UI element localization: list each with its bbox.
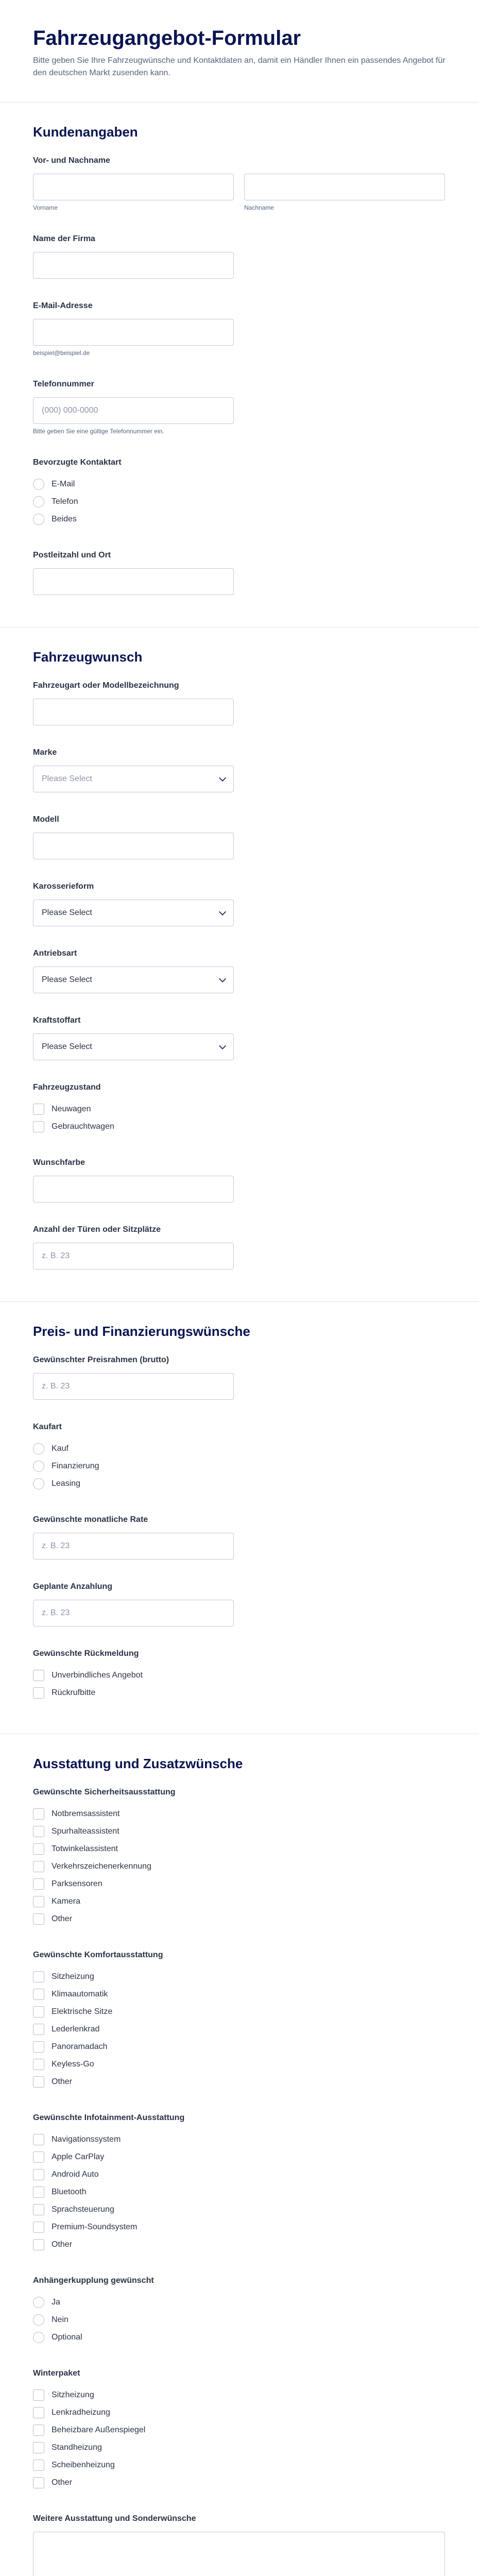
option-label: Panoramadach xyxy=(52,2042,108,2051)
field-hitch xyxy=(33,2275,446,2346)
option-label: Sitzheizung xyxy=(52,2391,94,2399)
checkbox[interactable] xyxy=(33,2059,44,2070)
option-label: Notbremsassistent xyxy=(52,1809,120,1818)
safety-option[interactable] xyxy=(33,1858,446,1875)
hitch-option[interactable] xyxy=(33,2294,446,2311)
field-drive xyxy=(33,948,446,993)
section-vehicle xyxy=(0,628,479,1302)
field-company xyxy=(33,233,446,279)
field-rate xyxy=(33,1514,446,1560)
section-equipment xyxy=(0,1734,479,2576)
label-rate: Gewünschte monatliche Rate xyxy=(33,1515,148,1524)
field-zip xyxy=(33,550,446,595)
section-title-vehicle: Fahrzeugwunsch xyxy=(33,649,143,665)
label-phone: Telefonnummer xyxy=(33,380,94,388)
infotainment-option[interactable] xyxy=(33,2166,446,2183)
option-label: Neuwagen xyxy=(52,1105,91,1113)
checkbox[interactable] xyxy=(33,1913,44,1925)
hitch-option[interactable] xyxy=(33,2329,446,2346)
field-comfort xyxy=(33,1950,446,2091)
select-value: Please Select xyxy=(42,975,92,984)
checkbox[interactable] xyxy=(33,2204,44,2215)
last-name-sublabel: Nachname xyxy=(244,204,275,211)
winter-option[interactable] xyxy=(33,2456,446,2474)
field-model xyxy=(33,814,446,859)
label-purchase: Kaufart xyxy=(33,1422,62,1431)
infotainment-option[interactable] xyxy=(33,2218,446,2236)
form-header xyxy=(0,0,479,103)
checkbox[interactable] xyxy=(33,1971,44,1982)
infotainment-option[interactable] xyxy=(33,2183,446,2201)
checkbox[interactable] xyxy=(33,2239,44,2250)
checkbox[interactable] xyxy=(33,1808,44,1820)
winter-option[interactable] xyxy=(33,2421,446,2439)
section-customer xyxy=(0,103,479,628)
option-label: Sitzheizung xyxy=(52,1972,94,1981)
option-label: Beides xyxy=(52,515,77,523)
safety-option[interactable] xyxy=(33,1875,446,1893)
option-label: Navigationssystem xyxy=(52,2135,121,2144)
phone-sublabel: Bitte geben Sie eine gültige Telefonnummer ein. xyxy=(33,428,164,435)
label-fuel: Kraftstoffart xyxy=(33,1016,81,1025)
contact-option[interactable] xyxy=(33,493,446,511)
label-comfort: Gewünschte Komfortausstattung xyxy=(33,1951,163,1959)
first-name-col xyxy=(33,174,234,212)
radio-button[interactable] xyxy=(33,496,44,507)
radio-button[interactable] xyxy=(33,1443,44,1454)
section-title-equipment: Ausstattung und Zusatzwünsche xyxy=(33,1756,243,1771)
option-label: Lenkradheizung xyxy=(52,2408,110,2417)
option-label: Parksensoren xyxy=(52,1879,102,1888)
field-body xyxy=(33,881,446,926)
checkbox[interactable] xyxy=(33,2006,44,2018)
select-value: Please Select xyxy=(42,1042,92,1051)
label-zip: Postleitzahl und Ort xyxy=(33,551,111,560)
comfort-option[interactable] xyxy=(33,2073,446,2091)
label-hitch: Anhängerkupplung gewünscht xyxy=(33,2276,154,2285)
label-contact-type: Bevorzugte Kontaktart xyxy=(33,458,122,467)
name-row xyxy=(33,174,446,212)
radio-button[interactable] xyxy=(33,2332,44,2343)
checkbox[interactable] xyxy=(33,2425,44,2436)
purchase-option[interactable] xyxy=(33,1440,446,1458)
safety-option[interactable] xyxy=(33,1805,446,1823)
label-safety: Gewünschte Sicherheitsausstattung xyxy=(33,1788,176,1797)
label-doors: Anzahl der Türen oder Sitzplätze xyxy=(33,1225,161,1234)
checkbox[interactable] xyxy=(33,1896,44,1907)
field-doors xyxy=(33,1224,446,1269)
infotainment-option[interactable] xyxy=(33,2131,446,2148)
checkbox[interactable] xyxy=(33,1104,44,1115)
option-label: Verkehrszeichenerkennung xyxy=(52,1862,151,1871)
field-winter xyxy=(33,2368,446,2492)
feedback-option[interactable] xyxy=(33,1684,446,1702)
checkbox[interactable] xyxy=(33,2024,44,2035)
form-title: Fahrzeugangebot-Formular xyxy=(33,27,301,49)
checkbox[interactable] xyxy=(33,2151,44,2163)
label-feedback: Gewünschte Rückmeldung xyxy=(33,1649,139,1658)
brand-select[interactable] xyxy=(33,766,234,792)
option-label: Other xyxy=(52,1914,73,1923)
infotainment-option[interactable] xyxy=(33,2236,446,2253)
fuel-select[interactable] xyxy=(33,1033,234,1060)
chevron-down-icon xyxy=(219,1042,226,1049)
model-input[interactable] xyxy=(33,833,234,859)
checkbox[interactable] xyxy=(33,2389,44,2401)
label-model: Modell xyxy=(33,815,59,824)
field-infotainment xyxy=(33,2112,446,2253)
infotainment-option[interactable] xyxy=(33,2148,446,2166)
feedback-option[interactable] xyxy=(33,1667,446,1684)
checkbox[interactable] xyxy=(33,1687,44,1699)
winter-option[interactable] xyxy=(33,2386,446,2404)
field-price xyxy=(33,1354,446,1400)
field-full-name xyxy=(33,155,446,212)
checkbox[interactable] xyxy=(33,2477,44,2488)
last-name-col xyxy=(244,174,445,212)
label-equipment-notes: Weitere Ausstattung und Sonderwünsche xyxy=(33,2514,196,2523)
safety-option[interactable] xyxy=(33,1840,446,1858)
option-label: Nein xyxy=(52,2315,69,2324)
radio-button[interactable] xyxy=(33,2314,44,2326)
label-condition: Fahrzeugzustand xyxy=(33,1083,101,1092)
winter-option[interactable] xyxy=(33,2474,446,2492)
field-fuel xyxy=(33,1015,446,1060)
first-name-input[interactable] xyxy=(33,174,234,200)
checkbox[interactable] xyxy=(33,2134,44,2145)
down-payment-input[interactable] xyxy=(33,1600,234,1626)
drive-select[interactable] xyxy=(33,967,234,993)
rate-input[interactable] xyxy=(33,1533,234,1560)
checkbox[interactable] xyxy=(33,2460,44,2471)
option-label: Ja xyxy=(52,2298,60,2307)
chevron-down-icon xyxy=(219,908,226,916)
section-title-finance: Preis- und Finanzierungswünsche xyxy=(33,1324,250,1339)
label-winter: Winterpaket xyxy=(33,2369,80,2378)
option-label: Rückrufbitte xyxy=(52,1688,96,1697)
label-model-type: Fahrzeugart oder Modellbezeichnung xyxy=(33,681,179,690)
radio-button[interactable] xyxy=(33,514,44,525)
label-body: Karosserieform xyxy=(33,882,94,891)
field-phone xyxy=(33,379,446,435)
field-condition xyxy=(33,1082,446,1136)
safety-option[interactable] xyxy=(33,1893,446,1910)
radio-button[interactable] xyxy=(33,479,44,490)
option-label: Scheibenheizung xyxy=(52,2461,115,2469)
checkbox[interactable] xyxy=(33,1878,44,1890)
option-label: Gebrauchtwagen xyxy=(52,1122,114,1131)
radio-button[interactable] xyxy=(33,2297,44,2308)
checkbox[interactable] xyxy=(33,1989,44,2000)
checkbox[interactable] xyxy=(33,2187,44,2198)
select-placeholder: Please Select xyxy=(42,774,92,783)
label-company: Name der Firma xyxy=(33,234,95,243)
option-label: Unverbindliches Angebot xyxy=(52,1671,143,1680)
option-label: Beheizbare Außenspiegel xyxy=(52,2426,146,2434)
field-contact-type xyxy=(33,457,446,528)
color-input[interactable] xyxy=(33,1176,234,1202)
winter-option[interactable] xyxy=(33,2404,446,2421)
purchase-option[interactable] xyxy=(33,1475,446,1493)
last-name-input[interactable] xyxy=(244,174,445,200)
radio-button[interactable] xyxy=(33,1478,44,1489)
option-label: Apple CarPlay xyxy=(52,2153,105,2161)
checkbox[interactable] xyxy=(33,1861,44,1872)
option-label: Lederlenkrad xyxy=(52,2025,100,2033)
checkbox[interactable] xyxy=(33,1826,44,1837)
checkbox[interactable] xyxy=(33,2076,44,2088)
option-label: Premium-Soundsystem xyxy=(52,2223,138,2231)
option-label: Other xyxy=(52,2240,73,2249)
option-label: Sprachsteuerung xyxy=(52,2205,114,2214)
field-color xyxy=(33,1157,446,1202)
zip-input[interactable] xyxy=(33,568,234,595)
option-label: Other xyxy=(52,2478,73,2487)
option-label: Klimaautomatik xyxy=(52,1990,108,1998)
label-down-payment: Geplante Anzahlung xyxy=(33,1582,113,1591)
field-email xyxy=(33,300,446,357)
label-brand: Marke xyxy=(33,748,57,757)
field-down-payment xyxy=(33,1581,446,1626)
option-label: Android Auto xyxy=(52,2170,99,2179)
select-value: Please Select xyxy=(42,908,92,917)
chevron-down-icon xyxy=(219,975,226,982)
hitch-option[interactable] xyxy=(33,2311,446,2329)
label-color: Wunschfarbe xyxy=(33,1158,85,1167)
section-finance xyxy=(0,1302,479,1734)
label-email: E-Mail-Adresse xyxy=(33,301,93,310)
option-label: Keyless-Go xyxy=(52,2060,94,2069)
checkbox[interactable] xyxy=(33,2407,44,2418)
checkbox[interactable] xyxy=(33,1843,44,1855)
field-feedback xyxy=(33,1648,446,1702)
option-label: Bluetooth xyxy=(52,2188,87,2196)
option-label: Finanzierung xyxy=(52,1462,99,1470)
contact-option[interactable] xyxy=(33,476,446,493)
comfort-option[interactable] xyxy=(33,2021,446,2038)
label-full-name: Vor- und Nachname xyxy=(33,156,110,165)
label-infotainment: Gewünschte Infotainment-Ausstattung xyxy=(33,2113,185,2122)
field-safety xyxy=(33,1787,446,1928)
field-purchase xyxy=(33,1421,446,1493)
checkbox[interactable] xyxy=(33,2222,44,2233)
option-label: Spurhalteassistent xyxy=(52,1827,119,1836)
field-equipment-notes xyxy=(33,2513,446,2576)
field-model-type xyxy=(33,680,446,725)
safety-option[interactable] xyxy=(33,1910,446,1928)
form-description: Bitte geben Sie Ihre Fahrzeugwünsche und Kontaktdaten an, damit ein Händler Ihnen ein passendes Angebot für den deutschen Markt zusenden kann. xyxy=(33,56,446,77)
condition-option[interactable] xyxy=(33,1118,446,1136)
section-title-customer: Kundenangaben xyxy=(33,124,138,140)
option-label: Optional xyxy=(52,2333,82,2342)
body-select[interactable] xyxy=(33,900,234,926)
chevron-down-icon xyxy=(219,774,226,782)
email-input[interactable] xyxy=(33,319,234,346)
radio-button[interactable] xyxy=(33,1461,44,1472)
checkbox[interactable] xyxy=(33,2169,44,2180)
option-label: Elektrische Sitze xyxy=(52,2007,113,2016)
infotainment-option[interactable] xyxy=(33,2201,446,2218)
safety-option[interactable] xyxy=(33,1823,446,1840)
field-brand xyxy=(33,747,446,792)
comfort-option[interactable] xyxy=(33,2003,446,2021)
doors-input[interactable] xyxy=(33,1243,234,1269)
option-label: E-Mail xyxy=(52,480,75,488)
comfort-option[interactable] xyxy=(33,1986,446,2003)
comfort-option[interactable] xyxy=(33,2056,446,2073)
phone-input[interactable] xyxy=(33,397,234,424)
option-label: Other xyxy=(52,2077,73,2086)
checkbox[interactable] xyxy=(33,1670,44,1681)
label-drive: Antriebsart xyxy=(33,949,77,958)
label-price: Gewünschter Preisrahmen (brutto) xyxy=(33,1355,169,1364)
model-type-input[interactable] xyxy=(33,699,234,725)
option-label: Leasing xyxy=(52,1479,81,1488)
equipment-notes-textarea[interactable] xyxy=(33,2532,445,2576)
comfort-option[interactable] xyxy=(33,1968,446,1986)
purchase-option[interactable] xyxy=(33,1458,446,1475)
condition-option[interactable] xyxy=(33,1100,446,1118)
option-label: Kauf xyxy=(52,1444,69,1453)
option-label: Totwinkelassistent xyxy=(52,1844,118,1853)
option-label: Telefon xyxy=(52,497,78,506)
price-input[interactable] xyxy=(33,1373,234,1400)
winter-option[interactable] xyxy=(33,2439,446,2456)
option-label: Kamera xyxy=(52,1897,81,1906)
checkbox[interactable] xyxy=(33,1121,44,1132)
company-input[interactable] xyxy=(33,252,234,279)
option-label: Standheizung xyxy=(52,2443,102,2452)
contact-option[interactable] xyxy=(33,511,446,528)
first-name-sublabel: Vorname xyxy=(33,204,58,211)
comfort-option[interactable] xyxy=(33,2038,446,2056)
email-sublabel: beispiel@beispiel.de xyxy=(33,349,90,357)
checkbox[interactable] xyxy=(33,2442,44,2453)
checkbox[interactable] xyxy=(33,2041,44,2053)
